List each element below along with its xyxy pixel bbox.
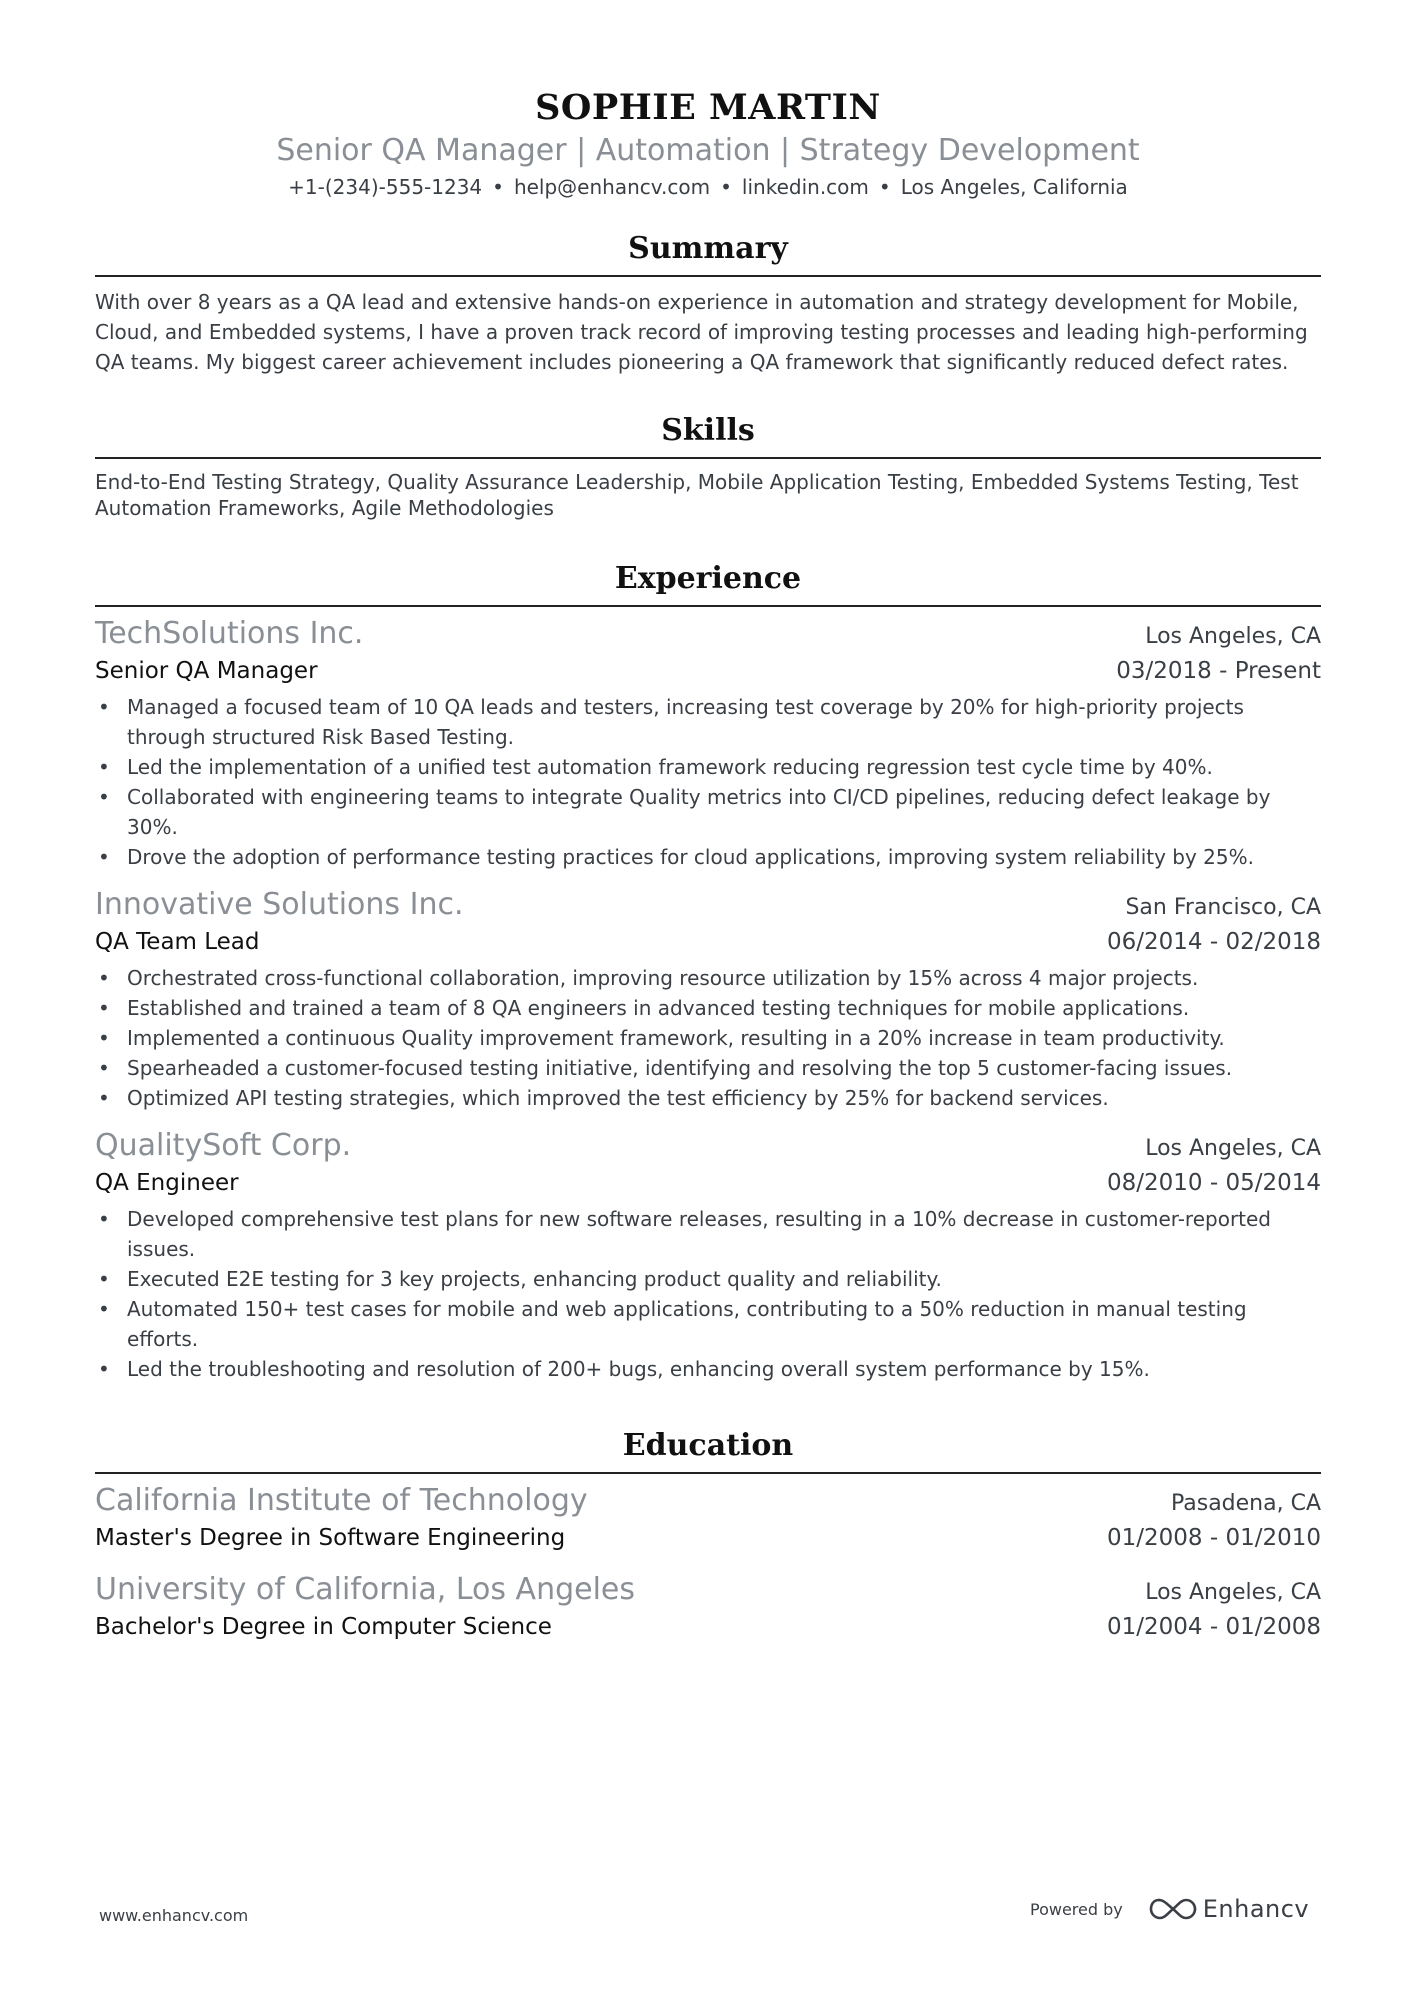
experience-title: Experience [614, 561, 802, 596]
degree-name: Bachelor's Degree in Computer Science [95, 1614, 552, 1640]
company-name: Innovative Solutions Inc. [95, 887, 464, 922]
enhancv-brand-text: Enhancv [1202, 1895, 1310, 1923]
section-divider [95, 1472, 1321, 1474]
job-title: Senior QA Manager [95, 658, 318, 684]
experience-entry [95, 1127, 1321, 1384]
section-divider [95, 275, 1321, 277]
school-name: California Institute of Technology [95, 1483, 588, 1518]
footer-branding [1030, 1895, 1309, 1923]
linkedin-link[interactable]: linkedin.com [741, 175, 869, 199]
job-location: San Francisco, CA [1125, 895, 1321, 920]
resume-header [95, 0, 1321, 201]
education-section [95, 1426, 1321, 1644]
achievement-list [95, 1204, 1321, 1384]
powered-by-label: Powered by [1030, 1899, 1123, 1919]
enhancv-logo[interactable] [1149, 1895, 1309, 1923]
resume-page [95, 0, 1321, 1658]
company-name: QualitySoft Corp. [95, 1128, 352, 1163]
candidate-headline: Senior QA Manager | Automation | Strategy Development [276, 133, 1140, 168]
footer-website-link[interactable]: www.enhancv.com [99, 1906, 249, 1925]
achievement-item: • Led the troubleshooting and resolution of 200+ bugs, enhancing overall system performance by 15%. [127, 1354, 1321, 1384]
skills-title: Skills [661, 413, 755, 448]
experience-section [95, 559, 1321, 1384]
experience-entry [95, 886, 1321, 1113]
candidate-name: SOPHIE MARTIN [535, 87, 881, 128]
school-location: Los Angeles, CA [1145, 1580, 1321, 1605]
education-title: Education [622, 1428, 794, 1463]
summary-title: Summary [628, 231, 788, 266]
school-location: Pasadena, CA [1170, 1491, 1321, 1516]
skills-text: End-to-End Testing Strategy, Quality Assurance Leadership, Mobile Application Testing, Embedded Systems Testing, Test Automation Frameworks, Agile Methodologies [95, 470, 1299, 520]
contact-line [95, 173, 1321, 201]
summary-text: With over 8 years as a QA lead and extensive hands-on experience in automation and strategy development for Mobile, Cloud, and Embedded systems, I have a proven track record of improving testing processes and leading high-performing QA teams. My biggest career achievement includes pioneering a QA framework that significantly reduced defect rates. [95, 290, 1308, 374]
achievement-item: • Established and trained a team of 8 QA engineers in advanced testing techniques for mobile applications. [127, 993, 1321, 1023]
summary-section [95, 229, 1321, 377]
contact-separator: • [492, 175, 504, 199]
enhancv-logo-icon [1149, 1896, 1197, 1922]
email-link[interactable]: help@enhancv.com [513, 175, 711, 199]
achievement-item: • Drove the adoption of performance testing practices for cloud applications, improving system reliability by 25%. [127, 842, 1321, 872]
skills-section [95, 411, 1321, 521]
achievement-list [95, 963, 1321, 1113]
school-name: University of California, Los Angeles [95, 1572, 636, 1607]
achievement-item: • Optimized API testing strategies, which improved the test efficiency by 25% for backend services. [127, 1083, 1321, 1113]
company-name: TechSolutions Inc. [95, 616, 364, 651]
job-location: Los Angeles, CA [1145, 624, 1321, 649]
education-entry [95, 1482, 1321, 1555]
degree-name: Master's Degree in Software Engineering [95, 1525, 566, 1551]
education-dates: 01/2008 - 01/2010 [1106, 1525, 1321, 1551]
achievement-item: • Automated 150+ test cases for mobile and web applications, contributing to a 50% reduction in manual testing efforts. [127, 1294, 1321, 1354]
achievement-item: • Managed a focused team of 10 QA leads and testers, increasing test coverage by 20% for high-priority projects through structured Risk Based Testing. [127, 692, 1321, 752]
section-divider [95, 605, 1321, 607]
achievement-item: • Spearheaded a customer-focused testing initiative, identifying and resolving the top 5 customer-facing issues. [127, 1053, 1321, 1083]
achievement-item: • Led the implementation of a unified test automation framework reducing regression test cycle time by 40%. [127, 752, 1321, 782]
job-dates: 06/2014 - 02/2018 [1106, 929, 1321, 955]
achievement-item: • Collaborated with engineering teams to integrate Quality metrics into CI/CD pipelines, reducing defect leakage by 30%. [127, 782, 1321, 842]
achievement-list [95, 692, 1321, 872]
education-entry [95, 1571, 1321, 1644]
job-location: Los Angeles, CA [1145, 1136, 1321, 1161]
education-dates: 01/2004 - 01/2008 [1106, 1614, 1321, 1640]
job-title: QA Team Lead [95, 929, 260, 955]
phone-text: +1-(234)-555-1234 [288, 175, 483, 199]
achievement-item: • Executed E2E testing for 3 key projects, enhancing product quality and reliability. [127, 1264, 1321, 1294]
section-divider [95, 457, 1321, 459]
achievement-item: • Orchestrated cross-functional collaboration, improving resource utilization by 15% across 4 major projects. [127, 963, 1321, 993]
achievement-item: • Developed comprehensive test plans for new software releases, resulting in a 10% decrease in customer-reported issues. [127, 1204, 1321, 1264]
experience-entry [95, 615, 1321, 872]
job-dates: 08/2010 - 05/2014 [1106, 1170, 1321, 1196]
achievement-item: • Implemented a continuous Quality improvement framework, resulting in a 20% increase in team productivity. [127, 1023, 1321, 1053]
contact-separator: • [720, 175, 732, 199]
location-text: Los Angeles, California [900, 175, 1128, 199]
contact-separator: • [878, 175, 891, 199]
job-title: QA Engineer [95, 1170, 239, 1196]
job-dates: 03/2018 - Present [1116, 658, 1321, 684]
